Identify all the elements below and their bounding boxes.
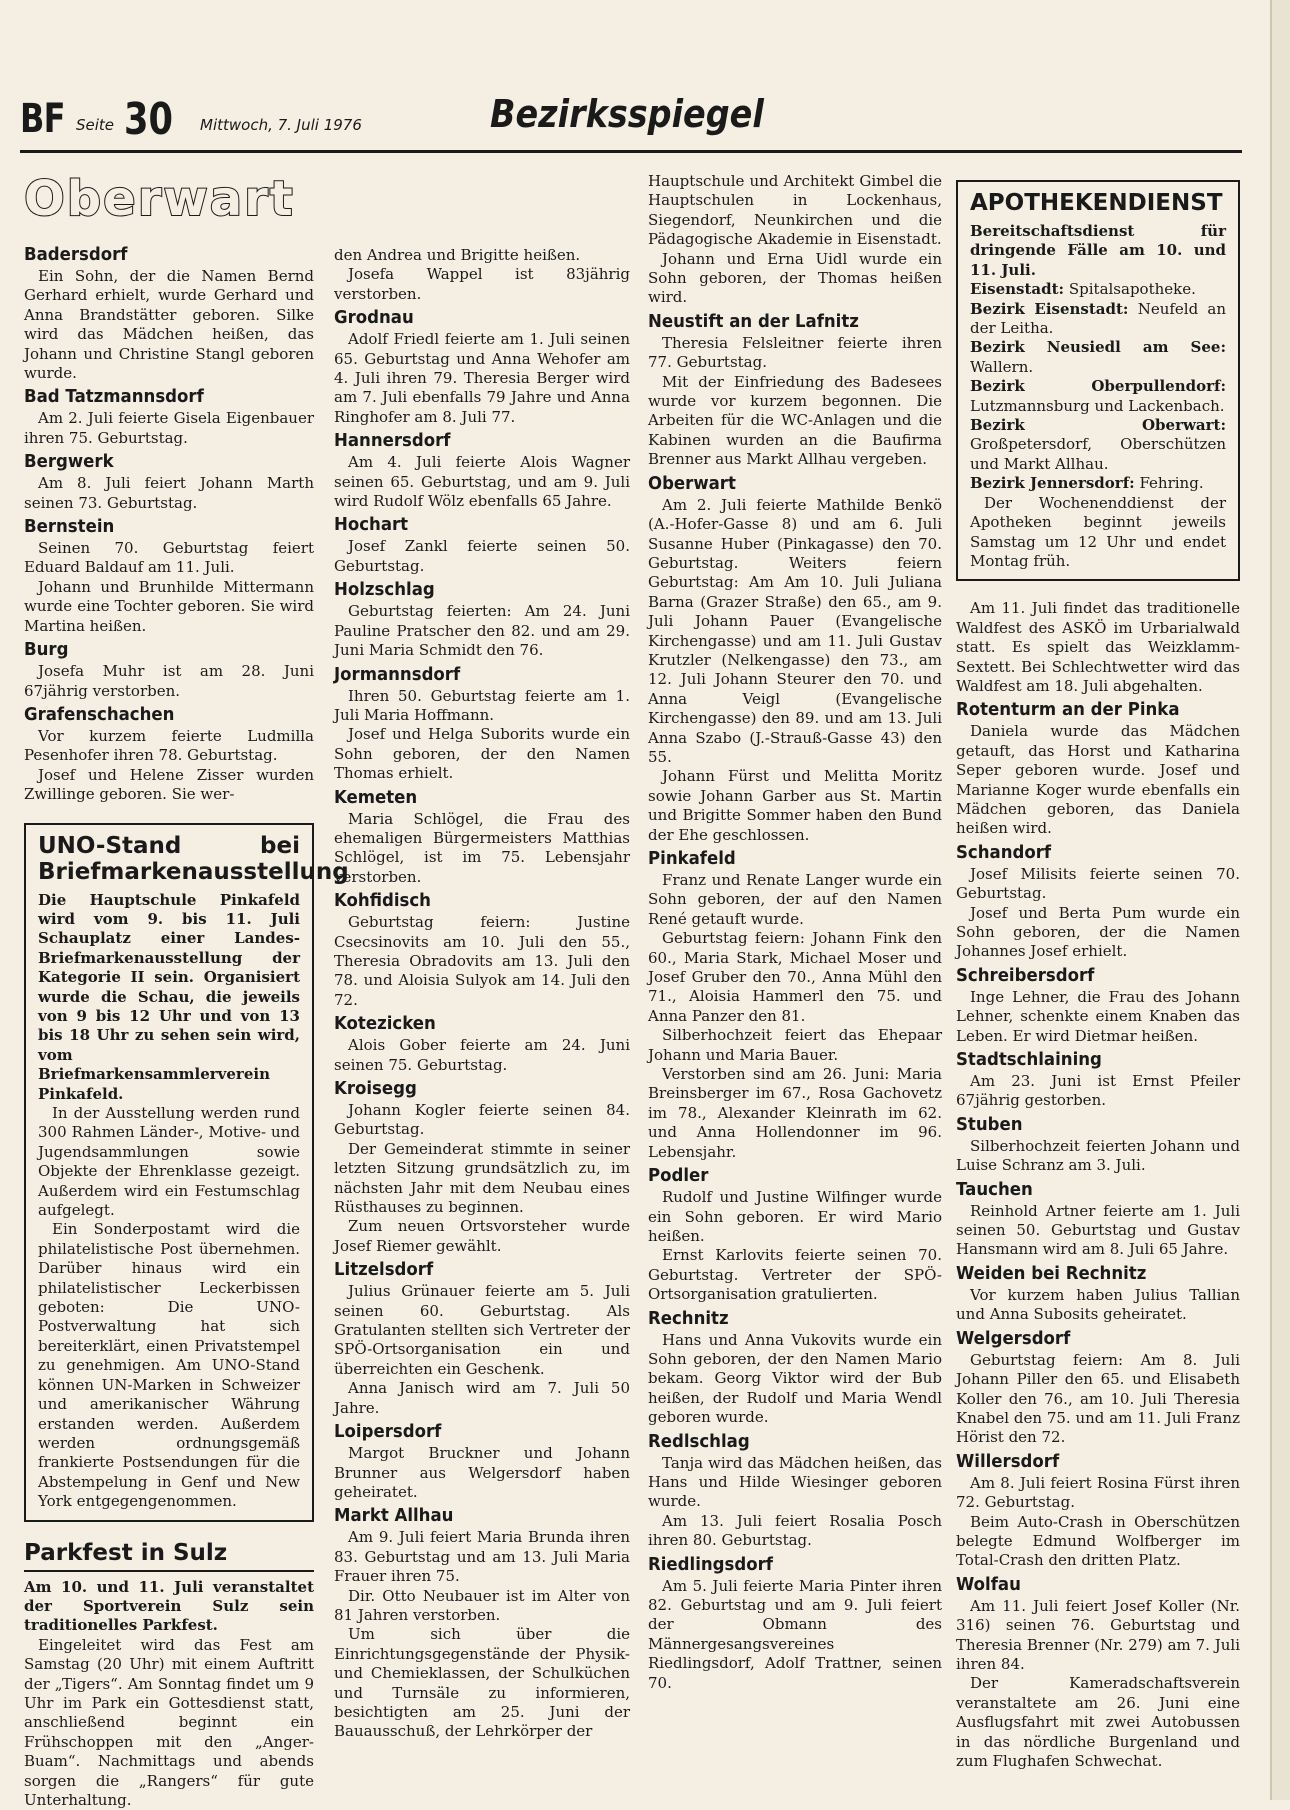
- article-paragraph: Der Gemeinderat stimmte in seiner letzten Sitzung grundsätzlich zu, im nächsten Jahr mit dem Neubau eines Rüsthauses zu beginnen.: [334, 1139, 630, 1217]
- article-paragraph: Geburtstag feiern: Am 8. Juli Johann Piller den 65. und Elisabeth Koller den 76., am 10. Juli Theresia Knabel den 75. und am 11. Juli Franz Hörist den 72.: [956, 1350, 1240, 1447]
- article-paragraph: Der Kameradschaftsverein veranstaltete am 26. Juni eine Ausflugsfahrt mit zwei Autobussen in das nördliche Burgenland und zum Flughafen Schwechat.: [956, 1674, 1240, 1770]
- heading-kemeten: Kemeten: [334, 786, 418, 808]
- section-title: Bezirksspiegel: [490, 92, 764, 136]
- article-paragraph: In der Ausstellung werden rund 300 Rahmen Länder-, Motive- und Jugendsammlungen sowie Objekte der Ehrenklasse gezeigt. Außerdem wird ein Festumschlag aufgelegt.: [38, 1104, 300, 1220]
- article-paragraph: Hans und Anna Vukovits wurde ein Sohn geboren, der den Namen Mario bekam. Georg Viktor wird der Bub heißen, der Rudolf und Maria Wendl geboren wurde.: [648, 1330, 942, 1427]
- page-label: Seite: [76, 116, 115, 134]
- article-paragraph: Rudolf und Justine Wilfinger wurde ein Sohn geboren. Er wird Mario heißen.: [648, 1188, 942, 1245]
- heading-holzschlag: Holzschlag: [334, 579, 435, 601]
- apotheke-pharmacy: Großpetersdorf, Oberschützen und Markt Allhau.: [970, 435, 1226, 473]
- apotheke-entries: [970, 280, 1226, 493]
- article-paragraph: Ein Sohn, der die Namen Bernd Gerhard erhielt, wurde Gerhard und Anna Brandstätter geboren. Silke wird das Mädchen heißen, das Johann und Christine Stangl geboren wurde.: [24, 267, 314, 383]
- heading-rotenturm-an-der-pinka: Rotenturm an der Pinka: [956, 699, 1180, 721]
- apotheke-entry: [970, 300, 1226, 339]
- column-2: [334, 246, 630, 1742]
- article-paragraph: Hauptschule und Architekt Gimbel die Hauptschulen in Lockenhaus, Siegendorf, Neunkirchen und die Pädagogische Akademie in Eisenstadt.: [648, 172, 942, 249]
- article-paragraph: Am 8. Juli feiert Rosina Fürst ihren 72. Geburtstag.: [956, 1473, 1240, 1512]
- article-paragraph: Daniela wurde das Mädchen getauft, das Horst und Katharina Seper geboren wurde. Josef und Marianne Koger wurde ebenfalls ein Mädchen geboren, das Daniela heißen wird.: [956, 722, 1240, 838]
- apotheke-pharmacy: Fehring.: [1139, 474, 1204, 493]
- column-4: [956, 180, 1240, 1771]
- apotheke-pharmacy: Lutzmannsburg und Lackenbach.: [970, 396, 1225, 415]
- column-1-articles: [24, 244, 314, 805]
- article-paragraph: Am 13. Juli feiert Rosalia Posch ihren 80. Geburtstag.: [648, 1511, 942, 1550]
- heading-grafenschachen: Grafenschachen: [24, 703, 175, 725]
- article-paragraph: Josef und Helene Zisser wurden Zwillinge geboren. Sie wer-: [24, 765, 314, 804]
- heading-pinkafeld: Pinkafeld: [648, 848, 736, 869]
- uno-title: UNO-Stand bei Briefmarkenausstellung: [38, 832, 349, 885]
- region-title: Oberwart: [24, 171, 295, 227]
- article-paragraph: Geburtstag feierten: Am 24. Juni Pauline Pratscher den 82. und am 29. Juni Maria Schmidt den 76.: [334, 602, 630, 660]
- article-paragraph: Tanja wird das Mädchen heißen, das Hans und Hilde Wiesinger geboren wurde.: [648, 1453, 942, 1511]
- heading-willersdorf: Willersdorf: [956, 1450, 1060, 1472]
- article-paragraph: Beim Auto-Crash in Oberschützen belegte Edmund Wolfberger im Total-Crash den dritten Platz.: [956, 1512, 1240, 1570]
- article-paragraph: Franz und Renate Langer wurde ein Sohn geboren, der auf den Namen René getauft wurde.: [648, 871, 942, 928]
- article-paragraph: Adolf Friedl feierte am 1. Juli seinen 65. Geburtstag und Anna Wehofer am 4. Juli ihren 79. Theresia Berger wird am 7. Juli ebenfalls 79 Jahre und Anna Ringhofer am 8. Juli 77.: [334, 330, 630, 426]
- apotheke-district: Bezirk Eisenstadt:: [970, 299, 1129, 318]
- page-edge: [1270, 0, 1290, 1800]
- article-paragraph: Am 11. Juli findet das traditionelle Waldfest des ASKÖ im Urbarialwald statt. Es spielt das Weizklamm-Sextett. Bei Schlechtwetter wird das Waldfest am 18. Juli abgehalten.: [956, 599, 1240, 695]
- heading-stadtschlaining: Stadtschlaining: [956, 1049, 1102, 1071]
- article-paragraph: Geburtstag feiern: Justine Csecsinovits am 10. Juli den 55., Theresia Obradovits am 13. Juli den 78. und Aloisia Sulyok am 14. Juli den 72.: [334, 913, 630, 1009]
- article-paragraph: Am 9. Juli feiert Maria Brunda ihren 83. Geburtstag und am 13. Juli Maria Frauer ihren 75.: [334, 1528, 630, 1586]
- heading-riedlingsdorf: Riedlingsdorf: [648, 1553, 773, 1575]
- heading-grodnau: Grodnau: [334, 307, 414, 329]
- apotheke-box: [956, 180, 1240, 581]
- article-paragraph: Reinhold Artner feierte am 1. Juli seinen 50. Geburtstag und Gustav Hansmann wird am 8. Juli 65 Jahre.: [956, 1201, 1240, 1259]
- article-paragraph: Josef Milisits feierte seinen 70. Geburtstag.: [956, 864, 1240, 903]
- apotheke-district: Bezirk Neusiedl am See:: [970, 338, 1226, 357]
- article-paragraph: Johann Fürst und Melitta Moritz sowie Johann Garber aus St. Martin und Brigitte Sommer haben den Bund der Ehe geschlossen.: [648, 767, 942, 844]
- uno-lead: Die Hauptschule Pinkafeld wird vom 9. bis 11. Juli Schauplatz einer Landes-Briefmarkenausstellung der Kategorie II sein. Organisiert wurde die Schau, die jeweils von 9 bis 12 Uhr und von 13 bis 18 Uhr zu sehen sein wird, vom Briefmarkensammlerverein Pinkafeld.: [38, 890, 300, 1103]
- article-paragraph: Am 2. Juli feierte Mathilde Benkö (A.-Hofer-Gasse 8) und am 6. Juli Susanne Huber (Pinkagasse) den 70. Geburtstag. Weiters feiern Geburtstag: Am Am 10. Juli Juliana Barna (Grazer Straße) den 65., am 9. Juli Johann Pauer (Evangelische Kirchengasse) und am 11. Juli Gustav Krutzler (Nelkengasse) den 73., am 12. Juli Johann Steurer den 70. und Anna Veigl (Evangelische Kirchengasse) den 89. und am 13. Juli Anna Szabo (J.-Strauß-Gasse 43) den 55.: [648, 495, 942, 766]
- uno-body: [38, 1104, 300, 1512]
- article-paragraph: Silberhochzeit feiert das Ehepaar Johann und Maria Bauer.: [648, 1026, 942, 1064]
- masthead-rule: [20, 150, 1242, 153]
- uno-box: [24, 823, 349, 1522]
- apotheke-district: Bezirk Oberwart:: [970, 416, 1226, 435]
- column-3-articles: [648, 172, 942, 1693]
- article-paragraph: Ihren 50. Geburtstag feierte am 1. Juli Maria Hoffmann.: [334, 686, 630, 724]
- article-paragraph: Um sich über die Einrichtungsgegenstände der Physik- und Chemieklassen, der Schulküchen und Turnsäle zu informieren, besichtigten am 25. Juni der Bauausschuß, der Lehrkörper der: [334, 1625, 630, 1741]
- article-paragraph: Vor kurzem feierte Ludmilla Pesenhofer ihren 78. Geburtstag.: [24, 726, 314, 765]
- article-paragraph: Verstorben sind am 26. Juni: Maria Breinsberger im 67., Rosa Gachovetz im 78., Alexander Kleinrath im 62. und Anna Hollendonner im 96. Lebensjahr.: [648, 1065, 942, 1161]
- article-paragraph: Theresia Felsleitner feierte ihren 77. Geburtstag.: [648, 333, 942, 372]
- heading-litzelsdorf: Litzelsdorf: [334, 1259, 434, 1281]
- article-paragraph: Ernst Karlovits feierte seinen 70. Geburtstag. Vertreter der SPÖ-Ortsorganisation gratulierten.: [648, 1246, 942, 1304]
- apotheke-entry: [970, 474, 1226, 493]
- heading-welgersdorf: Welgersdorf: [956, 1327, 1071, 1349]
- article-paragraph: Johann Kogler feierte seinen 84. Geburtstag.: [334, 1101, 630, 1139]
- article-paragraph: Seinen 70. Geburtstag feiert Eduard Baldauf am 11. Juli.: [24, 539, 314, 577]
- apotheke-footer: Der Wochenenddienst der Apotheken beginnt jeweils Samstag um 12 Uhr und endet Montag früh.: [970, 493, 1226, 570]
- apotheke-entry: [970, 338, 1226, 377]
- apotheke-pharmacy: Wallern.: [970, 357, 1034, 376]
- article-paragraph: Vor kurzem haben Julius Tallian und Anna Subosits geheiratet.: [956, 1285, 1240, 1324]
- heading-bad-tatzmannsdorf: Bad Tatzmannsdorf: [24, 386, 204, 408]
- heading-jormannsdorf: Jormannsdorf: [334, 663, 461, 685]
- newspaper-logo: BF: [20, 96, 65, 142]
- column-4-articles: [956, 599, 1240, 1771]
- heading-podler: Podler: [648, 1165, 709, 1187]
- heading-schandorf: Schandorf: [956, 841, 1052, 863]
- article-paragraph: Silberhochzeit feierten Johann und Luise Schranz am 3. Juli.: [956, 1136, 1240, 1175]
- heading-kroisegg: Kroisegg: [334, 1078, 417, 1099]
- column-1: [24, 171, 349, 1810]
- heading-stuben: Stuben: [956, 1113, 1023, 1135]
- apotheke-title: APOTHEKENDIENST: [970, 190, 1223, 216]
- article-paragraph: Johann und Brunhilde Mittermann wurde eine Tochter geboren. Sie wird Martina heißen.: [24, 577, 314, 635]
- article-paragraph: Am 5. Juli feierte Maria Pinter ihren 82. Geburtstag und am 9. Juli feiert der Obmann des Männergesangsvereines Riedlingsdorf, Adolf Trattner, seinen 70.: [648, 1576, 942, 1692]
- article-paragraph: Maria Schlögel, die Frau des ehemaligen Bürgermeisters Matthias Schlögel, ist im 75. Lebensjahr verstorben.: [334, 809, 630, 886]
- article-paragraph: Mit der Einfriedung des Badesees wurde vor kurzem begonnen. Die Arbeiten für die WC-Anlagen und die Kabinen wurden an die Baufirma Brenner aus Markt Allhau vergeben.: [648, 372, 942, 469]
- heading-oberwart: Oberwart: [648, 472, 736, 494]
- issue-date: Mittwoch, 7. Juli 1976: [200, 116, 362, 134]
- masthead: [20, 92, 1242, 148]
- article-paragraph: Margot Bruckner und Johann Brunner aus Welgersdorf haben geheiratet.: [334, 1444, 630, 1501]
- article-paragraph: Am 4. Juli feierte Alois Wagner seinen 65. Geburtstag, und am 9. Juli wird Rudolf Wölz ebenfalls 65 Jahre.: [334, 453, 630, 511]
- article-paragraph: Eingeleitet wird das Fest am Samstag (20 Uhr) mit einem Auftritt der „Tigers“. Am Sonntag findet um 9 Uhr im Park ein Gottesdienst statt, anschließend beginnt ein Frühschoppen mit den „Anger-Buam“. Nachmittags und abends sorgen die „Rangers“ für gute Unterhaltung.: [24, 1635, 314, 1809]
- apotheke-entry: [970, 377, 1226, 416]
- article-paragraph: Am 11. Juli feiert Josef Koller (Nr. 316) seinen 76. Geburtstag und Theresia Brenner (Nr. 279) am 7. Juli ihren 84.: [956, 1596, 1240, 1673]
- article-paragraph: Am 2. Juli feierte Gisela Eigenbauer ihren 75. Geburtstag.: [24, 409, 314, 447]
- article-paragraph: Anna Janisch wird am 7. Juli 50 Jahre.: [334, 1379, 630, 1417]
- parkfest-body: [24, 1636, 314, 1810]
- apotheke-pharmacy: Spitalsapotheke.: [1068, 280, 1196, 299]
- article-paragraph: Josefa Wappel ist 83jährig verstorben.: [334, 265, 630, 303]
- heading-hochart: Hochart: [334, 514, 409, 536]
- article-paragraph: Zum neuen Ortsvorsteher wurde Josef Riemer gewählt.: [334, 1217, 630, 1255]
- column-2-articles: [334, 246, 630, 1742]
- heading-bernstein: Bernstein: [24, 516, 115, 538]
- parkfest-lead: Am 10. und 11. Juli veranstaltet der Sportverein Sulz sein traditionelles Parkfest.: [24, 1577, 314, 1635]
- apotheke-pharmacy: Neufeld an der Leitha.: [970, 299, 1226, 338]
- apotheke-lead: Bereitschaftsdienst für dringende Fälle am 10. und 11. Juli.: [970, 222, 1226, 279]
- heading-kohfidisch: Kohfidisch: [334, 890, 431, 912]
- apotheke-entry: [970, 416, 1226, 474]
- article-paragraph: Am 23. Juni ist Ernst Pfeiler 67jährig gestorben.: [956, 1072, 1240, 1110]
- heading-tauchen: Tauchen: [956, 1178, 1033, 1200]
- article-paragraph: Am 8. Juli feiert Johann Marth seinen 73. Geburtstag.: [24, 474, 314, 512]
- heading-wolfau: Wolfau: [956, 1573, 1021, 1595]
- article-paragraph: Dir. Otto Neubauer ist im Alter von 81 Jahren verstorben.: [334, 1586, 630, 1624]
- heading-burg: Burg: [24, 639, 69, 661]
- heading-loipersdorf: Loipersdorf: [334, 1421, 442, 1443]
- heading-badersdorf: Badersdorf: [24, 244, 128, 265]
- apotheke-district: Bezirk Jennersdorf:: [970, 474, 1135, 493]
- page-number: 30: [124, 94, 173, 145]
- apotheke-district: Bezirk Oberpullendorf:: [970, 377, 1226, 396]
- heading-kotezicken: Kotezicken: [334, 1013, 436, 1035]
- article-paragraph: Geburtstag feiern: Johann Fink den 60., Maria Stark, Michael Moser und Josef Gruber den 70., Anna Mühl den 71., Aloisia Hammerl den 75. und Anna Panzer den 81.: [648, 929, 942, 1025]
- apotheke-entry: [970, 280, 1226, 299]
- heading-schreibersdorf: Schreibersdorf: [956, 964, 1095, 986]
- heading-weiden-bei-rechnitz: Weiden bei Rechnitz: [956, 1262, 1147, 1284]
- article-paragraph: Alois Gober feierte am 24. Juni seinen 75. Geburtstag.: [334, 1036, 630, 1074]
- column-3: [648, 172, 942, 1693]
- heading-rechnitz: Rechnitz: [648, 1307, 729, 1329]
- article-paragraph: Johann und Erna Uidl wurde ein Sohn geboren, der Thomas heißen wird.: [648, 249, 942, 307]
- heading-hannersdorf: Hannersdorf: [334, 430, 451, 452]
- article-paragraph: Josef und Berta Pum wurde ein Sohn geboren, der die Namen Johannes Josef erhielt.: [956, 903, 1240, 961]
- article-paragraph: Josef Zankl feierte seinen 50. Geburtstag.: [334, 537, 630, 575]
- parkfest-title: Parkfest in Sulz: [24, 1540, 314, 1572]
- heading-neustift-an-der-lafnitz: Neustift an der Lafnitz: [648, 310, 859, 332]
- heading-bergwerk: Bergwerk: [24, 451, 114, 473]
- article-paragraph: Josef und Helga Suborits wurde ein Sohn geboren, der den Namen Thomas erhielt.: [334, 725, 630, 783]
- article-paragraph: Josefa Muhr ist am 28. Juni 67jährig verstorben.: [24, 662, 314, 700]
- heading-redlschlag: Redlschlag: [648, 1430, 750, 1452]
- article-paragraph: Ein Sonderpostamt wird die philatelistische Post übernehmen. Darüber hinaus wird ein philatelistischer Leckerbissen geboten: Die UNO-Postverwaltung hat sich bereiterklärt, einen Privatstempel zu genehmigen. Am UNO-Stand können UN-Marken in Schweizer und amerikanischer Währung erstanden werden. Außerdem werden ordnungsgemäß frankierte Postsendungen für die Abstempelung in Genf und New York entgegengenommen.: [38, 1220, 300, 1511]
- parkfest-article: [24, 1540, 314, 1810]
- article-paragraph: den Andrea und Brigitte heißen.: [334, 246, 581, 264]
- apotheke-district: Eisenstadt:: [970, 280, 1065, 299]
- article-paragraph: Julius Grünauer feierte am 5. Juli seinen 60. Geburtstag. Als Gratulanten stellten sich Vertreter der SPÖ-Ortsorganisation ein und überreichten ein Geschenk.: [334, 1282, 630, 1378]
- article-paragraph: Inge Lehner, die Frau des Johann Lehner, schenkte einem Knaben das Leben. Er wird Dietmar heißen.: [956, 987, 1240, 1045]
- heading-markt-allhau: Markt Allhau: [334, 1505, 454, 1527]
